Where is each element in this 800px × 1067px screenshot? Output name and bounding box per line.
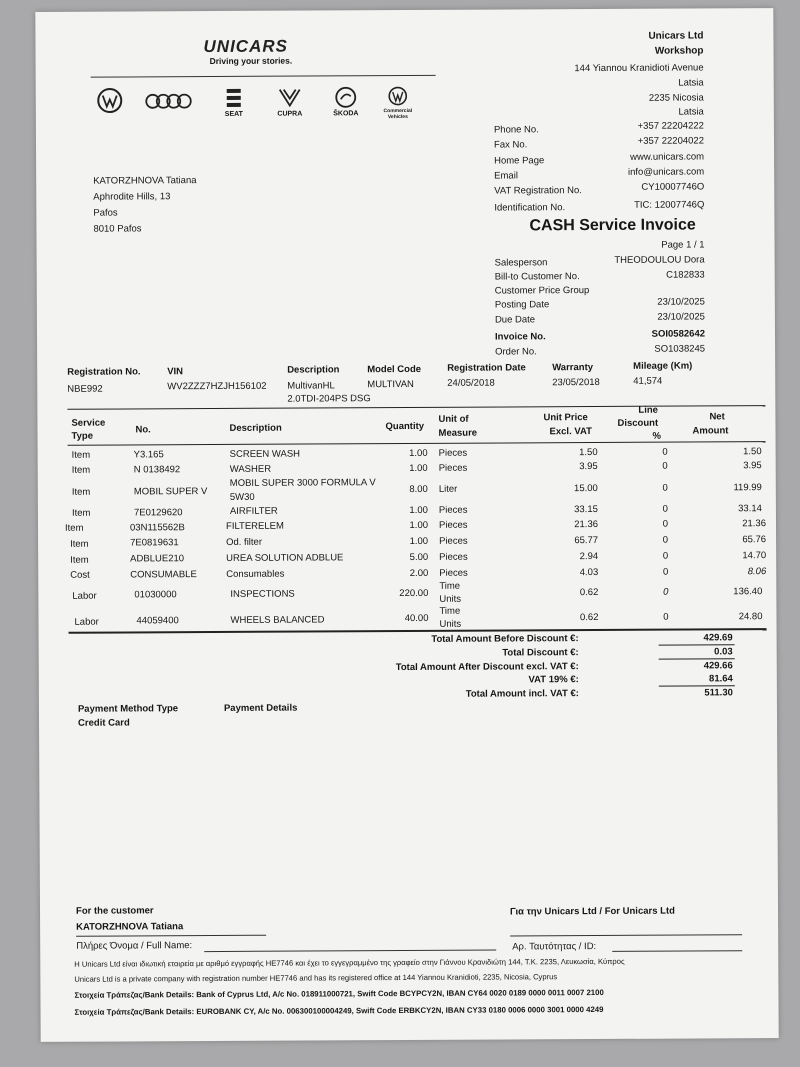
customer-address-1: Aphrodite Hills, 13 xyxy=(93,191,171,203)
row-no: N 0138492 xyxy=(133,464,181,476)
row-uom-2: Units xyxy=(439,593,462,605)
row-disc: 0 xyxy=(662,446,668,458)
customer-address-3: 8010 Pafos xyxy=(93,223,142,235)
vehicle-desc-2: 2.0TDI-204PS DSG xyxy=(287,393,371,405)
row-uom: Pieces xyxy=(438,504,468,516)
invoice-field-value: 23/10/2025 xyxy=(657,311,705,323)
row-price: 3.95 xyxy=(579,461,598,473)
row-uom: Time xyxy=(439,580,461,592)
row-desc: Od. filter xyxy=(226,536,263,548)
col-header-type-2: Type xyxy=(71,430,94,442)
row-disc: 0 xyxy=(662,534,669,546)
full-name-label: Πλήρες Όνομα / Full Name: xyxy=(76,940,193,952)
vehicle-header-warranty: Warranty xyxy=(552,362,594,374)
row-net: 24.80 xyxy=(738,611,763,623)
total-label: Total Discount €: xyxy=(502,647,579,659)
row-type: Item xyxy=(64,522,84,534)
row-uom: Pieces xyxy=(439,567,468,579)
contact-label: Email xyxy=(494,170,518,182)
contact-value: www.unicars.com xyxy=(630,151,705,163)
invoice-field-value: SO1038245 xyxy=(654,343,706,355)
row-desc-2: 5W30 xyxy=(229,491,255,503)
row-qty: 1.00 xyxy=(409,504,428,516)
col-header-price: Unit Price xyxy=(543,412,588,424)
row-no: Y3.165 xyxy=(133,449,164,461)
invoice-field-value: C182833 xyxy=(666,269,705,281)
contact-label: Identification No. xyxy=(494,202,566,214)
col-header-type: Service xyxy=(71,417,106,429)
invoice-field-value: THEODOULOU Dora xyxy=(614,254,705,266)
vehicle-mileage: 41,574 xyxy=(633,375,663,387)
row-desc: MOBIL SUPER 3000 FORMULA V xyxy=(229,477,376,489)
row-disc: 0 xyxy=(662,482,668,494)
audi-logo-icon xyxy=(142,87,196,111)
volkswagen-logo-icon xyxy=(90,87,130,115)
vehicle-regdate: 24/05/2018 xyxy=(447,377,495,389)
row-price: 0.62 xyxy=(579,586,599,599)
row-net: 3.95 xyxy=(743,460,762,472)
col-header-qty: Quantity xyxy=(385,420,425,433)
row-qty: 1.00 xyxy=(409,462,428,474)
total-value: 0.03 xyxy=(714,646,733,658)
row-no: 44059400 xyxy=(136,615,179,627)
total-label: Total Amount Before Discount €: xyxy=(431,633,579,645)
total-label: Total Amount incl. VAT €: xyxy=(465,688,579,700)
total-value: 511.30 xyxy=(704,687,733,699)
vehicle-model: MULTIVAN xyxy=(367,378,414,391)
row-price: 33.15 xyxy=(574,504,598,516)
row-desc: WHEELS BALANCED xyxy=(230,614,325,626)
total-label: VAT 19% €: xyxy=(528,674,579,686)
invoice-field-label: Order No. xyxy=(495,346,537,358)
row-desc: WASHER xyxy=(229,463,272,475)
cupra-logo-icon xyxy=(268,86,312,117)
row-price: 1.50 xyxy=(579,447,598,459)
payment-method-value: Credit Card xyxy=(78,717,130,729)
tagline: Driving your stories. xyxy=(209,55,293,67)
vehicle-header-desc: Description xyxy=(287,364,340,376)
customer-signatory-name: KATORZHNOVA Tatiana xyxy=(76,921,184,933)
row-net: 21.36 xyxy=(742,518,767,530)
vehicle-warranty: 23/05/2018 xyxy=(552,376,600,389)
row-type: Item xyxy=(70,554,89,566)
invoice-field-label: Customer Price Group xyxy=(494,285,590,297)
row-qty: 5.00 xyxy=(409,551,429,563)
row-disc: 0 xyxy=(663,611,669,623)
row-no: 01030000 xyxy=(134,589,177,601)
row-qty: 1.00 xyxy=(409,519,429,531)
row-price: 4.03 xyxy=(579,566,599,579)
row-qty: 1.00 xyxy=(409,447,428,459)
vw-commercial-logo-icon xyxy=(376,86,420,120)
footer-greek: Η Unicars Ltd είναι ιδιωτική εταιρεία με αριθμό εγγραφής ΗΕ7746 και έχει το εγγεγραμμένο της γραφείο στην Γιάννου Κρανιδιώτη 144, Τ.Κ. 2235, Λευκωσία, Κύπρος xyxy=(74,956,625,969)
vehicle-header-regdate: Registration Date xyxy=(447,362,526,374)
total-value: 429.69 xyxy=(703,632,733,644)
row-disc: 0 xyxy=(662,460,668,472)
invoice-field-value: 23/10/2025 xyxy=(657,296,705,308)
total-label: Total Amount After Discount excl. VAT €: xyxy=(395,661,579,674)
row-qty: 40.00 xyxy=(404,612,429,625)
row-uom: Pieces xyxy=(438,519,468,531)
row-desc: FILTERELEM xyxy=(225,520,284,532)
customer-name: KATORZHNOVA Tatiana xyxy=(93,175,197,187)
row-price: 65.77 xyxy=(574,534,599,547)
row-type: Cost xyxy=(70,569,90,581)
row-price: 15.00 xyxy=(574,483,598,495)
row-desc: INSPECTIONS xyxy=(230,588,295,600)
row-net: 8.06 xyxy=(747,566,767,578)
row-price: 2.94 xyxy=(579,550,599,563)
invoice-title: CASH Service Invoice xyxy=(529,216,696,235)
invoice-field-label: Bill-to Customer No. xyxy=(494,271,580,283)
skoda-logo-icon xyxy=(326,86,366,117)
row-disc: 0 xyxy=(662,566,669,578)
row-desc: UREA SOLUTION ADBLUE xyxy=(226,552,344,564)
row-uom: Time xyxy=(439,605,461,617)
company-dept: Workshop xyxy=(654,45,704,57)
footer-bank-1: Στοιχεία Τράπεζας/Bank Details: Bank of Cyprus Ltd, A/c No. 018911000721, Swift Code BCYPCY2N, IBAN CY64 0020 0189 0000 0011 0007 2100 xyxy=(74,987,604,1000)
brand-divider xyxy=(91,75,436,78)
contact-label: Phone No. xyxy=(493,124,539,136)
col-header-net: Net xyxy=(709,411,725,423)
id-label: Αρ. Ταυτότητας / ID: xyxy=(512,941,597,953)
company-address-2: Latsia xyxy=(678,77,704,89)
invoice-field-label: Due Date xyxy=(494,314,536,326)
brand-name: Commercial Vehicles xyxy=(383,107,413,121)
row-type: Item xyxy=(70,538,89,550)
company-address-1: 144 Yiannou Kranidioti Avenue xyxy=(574,62,704,75)
row-net: 1.50 xyxy=(743,446,762,458)
row-qty: 1.00 xyxy=(409,535,429,547)
table-top-rule xyxy=(67,405,765,410)
for-customer-label: For the customer xyxy=(75,905,154,917)
col-header-uom: Unit of xyxy=(438,413,469,425)
row-type: Item xyxy=(71,449,91,461)
row-desc: Consumables xyxy=(226,568,285,580)
row-uom: Pieces xyxy=(438,462,468,474)
row-type: Labor xyxy=(74,616,99,628)
row-no: 7E0129620 xyxy=(133,507,183,519)
full-name-line xyxy=(204,950,496,953)
row-price: 21.36 xyxy=(574,519,599,531)
row-price: 0.62 xyxy=(579,611,599,624)
row-uom: Pieces xyxy=(439,535,468,547)
row-uom: Liter xyxy=(438,483,458,495)
invoice-field-label: Salesperson xyxy=(494,257,548,269)
payment-details-label: Payment Details xyxy=(223,702,298,714)
row-uom: Pieces xyxy=(438,447,468,459)
unicars-logo: UNICARS xyxy=(203,36,288,57)
col-header-net-2: Amount xyxy=(692,425,729,437)
contact-value: +357 22204022 xyxy=(637,135,705,147)
brand-name: SEAT xyxy=(224,110,243,118)
row-qty: 8.00 xyxy=(409,483,428,495)
row-no: ADBLUE210 xyxy=(130,553,185,565)
contact-label: Home Page xyxy=(494,155,545,167)
col-header-desc: Description xyxy=(229,422,282,434)
company-address-3: 2235 Nicosia xyxy=(648,92,704,104)
company-address-4: Latsia xyxy=(678,106,704,118)
row-desc: SCREEN WASH xyxy=(229,448,301,460)
vehicle-header-mileage: Mileage (Km) xyxy=(633,360,693,372)
row-disc: 0 xyxy=(663,586,669,598)
row-type: Labor xyxy=(72,590,97,602)
total-value: 81.64 xyxy=(709,673,733,685)
vehicle-header-model: Model Code xyxy=(367,363,422,376)
page-number: Page 1 / 1 xyxy=(661,239,705,251)
row-disc: 0 xyxy=(662,550,669,562)
company-name: Unicars Ltd xyxy=(648,30,704,42)
invoice-number-value: SOI0582642 xyxy=(651,328,706,340)
col-header-disc: Line xyxy=(638,404,658,416)
col-header-no: No. xyxy=(135,424,151,436)
row-net: 33.14 xyxy=(738,503,762,515)
row-type: Item xyxy=(71,507,91,519)
vehicle-desc: MultivanHL xyxy=(287,380,335,392)
company-signature-line xyxy=(510,934,742,936)
vehicle-vin: WV2ZZZ7HZJH156102 xyxy=(167,380,267,393)
contact-value: info@unicars.com xyxy=(627,166,705,178)
id-line xyxy=(612,950,742,952)
row-net: 14.70 xyxy=(742,550,767,562)
row-net: 136.40 xyxy=(733,586,763,598)
row-no: 7E0819631 xyxy=(130,537,179,549)
row-qty: 2.00 xyxy=(409,567,429,579)
row-type: Item xyxy=(71,464,91,476)
col-header-uom-2: Measure xyxy=(438,427,478,439)
row-net: 119.99 xyxy=(733,482,762,494)
col-header-disc-3: % xyxy=(652,430,662,442)
row-type: Item xyxy=(71,486,91,498)
contact-value: TIC: 12007746Q xyxy=(634,199,705,211)
row-uom: Pieces xyxy=(439,551,468,563)
vehicle-reg: NBE992 xyxy=(67,383,103,395)
vehicle-header-reg: Registration No. xyxy=(67,366,141,378)
row-no: 03N115562B xyxy=(129,522,185,534)
vehicle-header-vin: VIN xyxy=(167,366,184,378)
customer-address-2: Pafos xyxy=(93,207,118,219)
contact-value: CY10007746O xyxy=(641,181,705,193)
row-disc: 0 xyxy=(662,518,669,530)
customer-signature-line xyxy=(76,935,266,937)
contact-label: VAT Registration No. xyxy=(494,185,582,197)
brand-name: ŠKODA xyxy=(333,110,359,118)
contact-value: +357 22204222 xyxy=(637,120,704,132)
footer-bank-2: Στοιχεία Τράπεζας/Bank Details: EUROBANK CY, A/c No. 006300100004249, Swift Code ERBKCY2N, IBAN CY33 0180 0006 0000 3001 0000 4249 xyxy=(74,1004,604,1017)
row-uom-2: Units xyxy=(439,618,462,630)
brand-name: CUPRA xyxy=(277,110,303,118)
seat-logo-icon xyxy=(214,87,254,118)
invoice-field-label: Posting Date xyxy=(494,299,550,311)
invoice-paper xyxy=(35,8,778,1042)
total-value: 429.66 xyxy=(703,660,733,672)
row-desc: AIRFILTER xyxy=(229,505,278,517)
for-unicars-label: Για την Unicars Ltd / For Unicars Ltd xyxy=(509,905,675,918)
row-no: CONSUMABLE xyxy=(130,569,197,581)
payment-method-label: Payment Method Type xyxy=(77,703,179,715)
col-header-price-2: Excl. VAT xyxy=(549,426,592,438)
col-header-disc-2: Discount xyxy=(617,417,659,429)
row-net: 65.76 xyxy=(742,534,767,546)
contact-label: Fax No. xyxy=(493,139,528,151)
footer-english: Unicars Ltd is a private company with registration number HE7746 and has its registered office at 144 Yiannou Kranidioti, 2235, Nicosia, Cyprus xyxy=(74,972,558,984)
row-disc: 0 xyxy=(662,503,668,515)
invoice-number-label: Invoice No. xyxy=(494,331,546,343)
table-header-rule xyxy=(68,441,766,446)
row-no: MOBIL SUPER V xyxy=(133,486,208,498)
row-qty: 220.00 xyxy=(399,587,429,600)
